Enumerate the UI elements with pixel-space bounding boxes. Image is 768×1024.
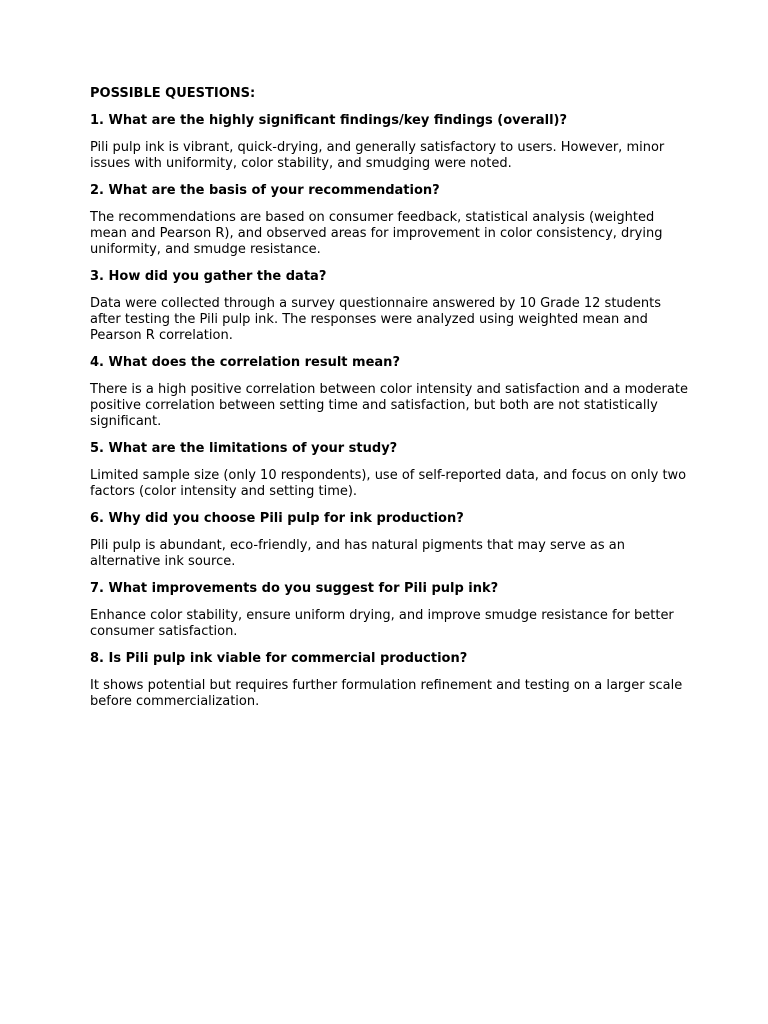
- question-7: 7. What improvements do you suggest for Pili pulp ink?: [90, 581, 499, 596]
- qa-item-6: [90, 511, 690, 570]
- answer-5: Limited sample size (only 10 respondents), use of self-reported data, and focus on only two factors (color intensity and setting time).: [90, 468, 687, 499]
- qa-item-4: [90, 355, 690, 430]
- question-2: 2. What are the basis of your recommendation?: [90, 183, 440, 198]
- answer-7: Enhance color stability, ensure uniform drying, and improve smudge resistance for better consumer satisfaction.: [90, 608, 674, 639]
- question-6: 6. Why did you choose Pili pulp for ink production?: [90, 511, 464, 526]
- document-page: [90, 86, 690, 721]
- answer-3: Data were collected through a survey questionnaire answered by 10 Grade 12 students after testing the Pili pulp ink. The responses were analyzed using weighted mean and Pearson R correlation.: [90, 296, 662, 343]
- question-4: 4. What does the correlation result mean?: [90, 355, 400, 370]
- question-3: 3. How did you gather the data?: [90, 269, 327, 284]
- document-heading: POSSIBLE QUESTIONS:: [90, 86, 256, 101]
- answer-1: Pili pulp ink is vibrant, quick-drying, and generally satisfactory to users. However, minor issues with uniformity, color stability, and smudging were noted.: [90, 140, 665, 171]
- qa-item-1: [90, 113, 690, 172]
- answer-2: The recommendations are based on consumer feedback, statistical analysis (weighted mean and Pearson R), and observed areas for improvement in color consistency, drying uniformity, and smudge resistance.: [90, 210, 663, 257]
- qa-item-3: [90, 269, 690, 344]
- answer-8: It shows potential but requires further formulation refinement and testing on a larger scale before commercialization.: [90, 678, 683, 709]
- answer-6: Pili pulp is abundant, eco-friendly, and has natural pigments that may serve as an alternative ink source.: [90, 538, 625, 569]
- qa-item-8: [90, 651, 690, 710]
- qa-item-7: [90, 581, 690, 640]
- qa-item-2: [90, 183, 690, 258]
- question-1: 1. What are the highly significant findings/key findings (overall)?: [90, 113, 568, 128]
- answer-4: There is a high positive correlation between color intensity and satisfaction and a moderate positive correlation between setting time and satisfaction, but both are not statistically significant.: [90, 382, 688, 429]
- question-8: 8. Is Pili pulp ink viable for commercial production?: [90, 651, 468, 666]
- qa-item-5: [90, 441, 690, 500]
- question-5: 5. What are the limitations of your study?: [90, 441, 398, 456]
